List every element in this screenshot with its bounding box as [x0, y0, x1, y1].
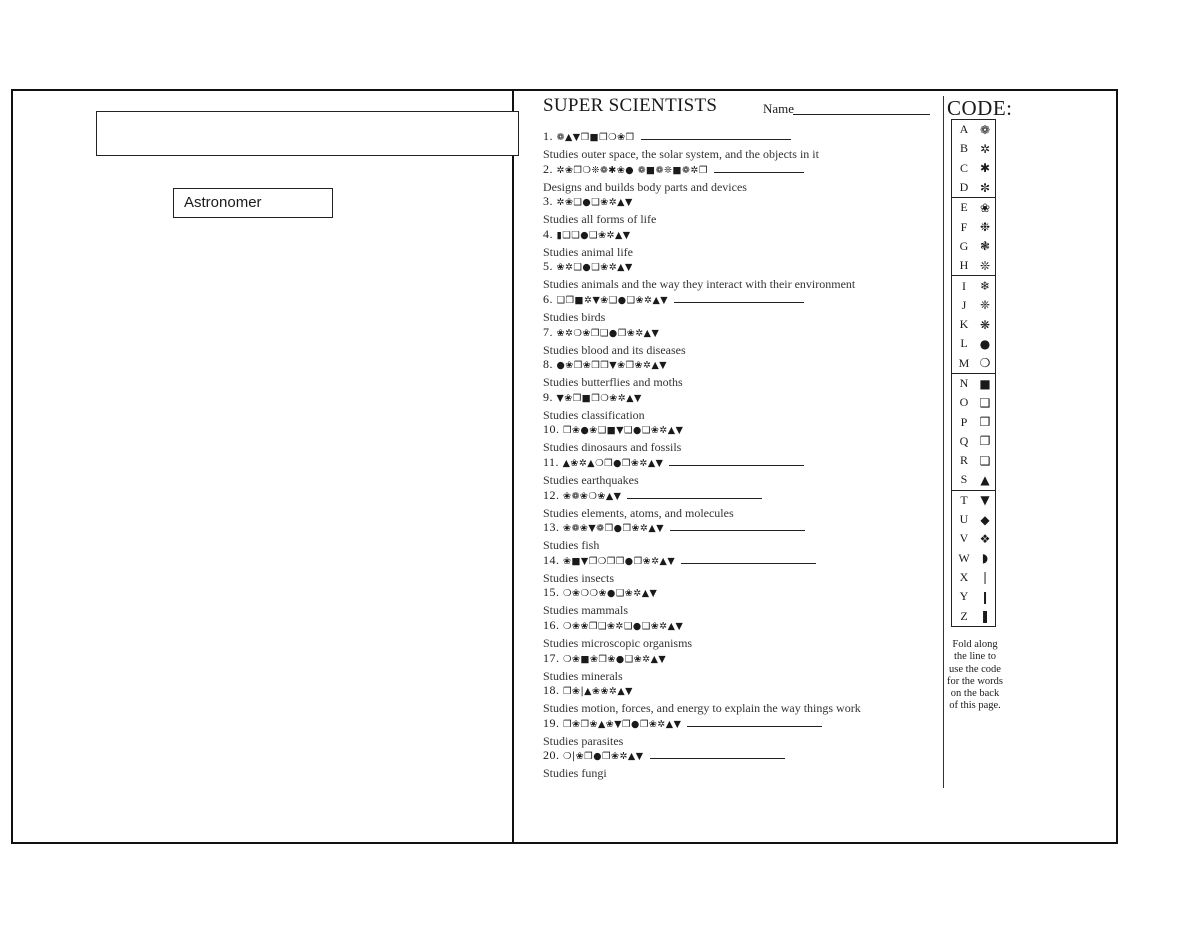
code-symbols: ✲❀❒❍❊❁✱❀● ❁■❁❊■❁✲❒: [556, 164, 708, 176]
code-symbol: ●: [979, 336, 991, 351]
question-number: 2.: [543, 161, 553, 176]
code-row: [952, 568, 995, 587]
coded-word: [543, 584, 938, 602]
question-item: [543, 324, 938, 357]
answer-blank[interactable]: [669, 454, 804, 466]
code-symbol: ❏: [979, 453, 991, 468]
code-symbol: ❊: [979, 258, 991, 273]
question-number: 14.: [543, 552, 560, 567]
question-description: Studies minerals: [543, 668, 623, 683]
code-symbols: ▼❀❒■❒❍❀✲▲▼: [556, 392, 642, 404]
code-row: [952, 432, 995, 451]
code-symbol: ▲: [980, 472, 990, 487]
code-row: [952, 237, 995, 256]
code-letter: U: [959, 512, 969, 527]
code-row: [952, 490, 995, 510]
code-symbols: ▮❑❑●❑❀✲▲▼: [556, 229, 631, 241]
code-row: [952, 296, 995, 315]
code-letter: G: [959, 238, 969, 253]
question-description: Studies insects: [543, 570, 614, 585]
answer-blank[interactable]: [714, 161, 804, 173]
question-number: 12.: [543, 487, 560, 502]
code-symbols: ❀✲❑●❑❀✲▲▼: [556, 262, 633, 274]
code-row: [952, 373, 995, 393]
code-symbols: ❍❀❀❒❑❀✲❑●❑❀✲▲▼: [563, 620, 684, 632]
question-number: 10.: [543, 422, 560, 437]
question-item: [543, 356, 938, 389]
code-row: [952, 510, 995, 529]
code-letter: K: [959, 317, 969, 332]
question-item: [543, 487, 938, 520]
code-row: [952, 470, 995, 489]
question-description: Studies parasites: [543, 733, 624, 748]
coded-word: [543, 226, 938, 244]
question-item: [543, 161, 938, 194]
question-description: Studies birds: [543, 309, 606, 324]
code-symbol: ❋: [979, 317, 991, 332]
worksheet-title: SUPER SCIENTISTS: [543, 95, 718, 116]
code-letter: D: [959, 180, 969, 195]
code-symbol: ✼: [979, 180, 991, 195]
code-row: [952, 529, 995, 548]
code-symbols: ❁▲▼❒■❒❍❀❒: [556, 132, 635, 143]
question-description: Studies classification: [543, 407, 645, 422]
code-row: [952, 354, 995, 373]
question-item: [543, 682, 938, 715]
question-description: Studies dinosaurs and fossils: [543, 440, 682, 455]
question-number: 16.: [543, 617, 560, 632]
code-title: CODE:: [947, 96, 1013, 120]
code-letter: S: [960, 472, 968, 487]
question-number: 13.: [543, 520, 560, 535]
answer-blank[interactable]: [674, 291, 804, 303]
question-item: [543, 389, 938, 422]
question-item: [543, 552, 938, 585]
code-letter: T: [960, 492, 968, 507]
code-letter: L: [960, 336, 968, 351]
question-item: [543, 617, 938, 650]
code-letter: F: [960, 219, 968, 234]
question-description: Studies butterflies and moths: [543, 375, 683, 390]
code-symbol: ◗: [981, 551, 989, 566]
coded-word: [543, 552, 938, 570]
coded-word: [543, 356, 938, 374]
question-item: [543, 584, 938, 617]
code-row: [952, 159, 995, 178]
answer-blank[interactable]: [641, 128, 791, 140]
coded-word: [543, 519, 938, 537]
code-letter: C: [959, 160, 968, 175]
code-symbol: ❀: [979, 200, 991, 215]
code-letter: H: [959, 258, 969, 273]
code-letter: Y: [959, 589, 969, 604]
question-number: 9.: [543, 389, 553, 404]
question-number: 19.: [543, 715, 560, 730]
code-symbol: ❈: [979, 298, 991, 313]
question-description: Studies elements, atoms, and molecules: [543, 505, 734, 520]
code-letter: P: [960, 414, 968, 429]
question-item: [543, 715, 938, 748]
question-item: [543, 226, 938, 259]
question-item: [543, 128, 938, 161]
code-letter: B: [959, 141, 968, 156]
question-description: Studies microscopic organisms: [543, 635, 693, 650]
code-row: [952, 334, 995, 353]
code-row: [952, 315, 995, 334]
code-row: [952, 587, 995, 606]
code-letter: M: [958, 355, 970, 370]
coded-word: [543, 193, 938, 211]
code-row: [952, 256, 995, 275]
code-letter: J: [961, 297, 967, 312]
code-symbols: ❀■▼❒❍❒❒●❒❀✲▲▼: [563, 555, 676, 567]
code-symbol: ❙: [979, 589, 991, 604]
question-item: [543, 519, 938, 552]
code-row: [952, 217, 995, 236]
code-symbol: ❃: [979, 239, 991, 254]
question-item: [543, 258, 938, 291]
code-symbol: ❍: [979, 356, 991, 371]
code-symbols: ❀❁❀▼❁❒●❒❀✲▲▼: [563, 523, 664, 535]
answer-blank[interactable]: [687, 715, 822, 727]
answer-blank[interactable]: [681, 552, 816, 564]
coded-word: [543, 291, 938, 309]
question-description: Studies outer space, the solar system, and the objects in it: [543, 147, 819, 161]
code-symbol: ✱: [979, 161, 991, 176]
question-item: [543, 747, 938, 780]
coded-word: [543, 650, 938, 668]
code-letter: R: [959, 453, 968, 468]
question-description: Designs and builds body parts and devices: [543, 179, 747, 194]
fold-note: Fold along the line to use the code for the words on the back of this page.: [947, 639, 1003, 712]
name-line: [793, 114, 930, 115]
code-letter: W: [958, 550, 970, 565]
code-symbol: ❒: [979, 415, 991, 430]
question-description: Studies all forms of life: [543, 212, 657, 227]
code-letter: A: [959, 122, 969, 137]
coded-word: [543, 128, 938, 146]
question-description: Studies animal life: [543, 244, 633, 259]
code-symbols: ❑❒■✲▼❀❑●❑❀✲▲▼: [556, 294, 669, 306]
code-symbol: ❘: [979, 570, 991, 585]
question-number: 1.: [543, 129, 553, 143]
code-row: [952, 412, 995, 431]
question-number: 7.: [543, 324, 553, 339]
question-description: Studies fish: [543, 538, 600, 553]
code-symbol: ❉: [979, 220, 991, 235]
code-row: [952, 549, 995, 568]
code-symbols: ❍❀■❀❒❀●❑❀✲▲▼: [563, 653, 667, 665]
code-symbols: ❒❀●❀❑■▼❑●❑❀✲▲▼: [563, 425, 684, 437]
question-number: 6.: [543, 291, 553, 306]
question-number: 18.: [543, 683, 560, 698]
question-item: [543, 291, 938, 324]
question-number: 15.: [543, 585, 560, 600]
question-item: [543, 650, 938, 683]
coded-word: [543, 324, 938, 342]
code-table: [951, 119, 996, 627]
question-description: Studies blood and its diseases: [543, 342, 686, 357]
code-symbol: ❚: [979, 609, 991, 624]
code-symbol: ■: [979, 376, 991, 391]
code-letter: V: [959, 531, 969, 546]
code-symbols: ❀❁❀❍❀▲▼: [563, 490, 622, 502]
code-symbol: ✲: [979, 141, 991, 156]
question-number: 3.: [543, 194, 553, 209]
question-number: 11.: [543, 454, 560, 469]
code-symbol: ❁: [979, 122, 991, 137]
code-symbol: ◆: [980, 512, 990, 527]
coded-word: [543, 389, 938, 407]
center-divider: [512, 89, 514, 844]
code-symbols: ❍|❀❒●❒❀✲▲▼: [563, 751, 644, 763]
coded-word: [543, 682, 938, 700]
coded-word: [543, 487, 938, 505]
code-row: [952, 606, 995, 625]
top-edge-line: [944, 89, 1030, 91]
code-symbols: ●❀❒❀❒❒▼❀❒❀✲▲▼: [556, 360, 668, 372]
code-symbols: ❍❀❍❍❀●❑❀✲▲▼: [563, 588, 658, 600]
code-symbol: ❖: [979, 531, 991, 546]
answer-text-box[interactable]: Astronomer: [173, 188, 333, 218]
question-number: 17.: [543, 650, 560, 665]
code-row: [952, 393, 995, 412]
question-description: Studies animals and the way they interact with their environment: [543, 277, 856, 292]
answer-blank[interactable]: [627, 487, 762, 499]
fold-line: [943, 96, 944, 788]
code-row: [952, 178, 995, 197]
code-symbols: ▲❀✲▲❍❒●❒❀✲▲▼: [562, 457, 664, 469]
code-symbol: ❄: [979, 279, 991, 294]
code-symbols: ❀✲❍❀❒❑●❒❀✲▲▼: [556, 327, 660, 339]
question-number: 20.: [543, 748, 560, 763]
question-list: [543, 128, 938, 780]
code-letter: I: [962, 278, 966, 293]
code-row: [952, 197, 995, 217]
code-symbols: ❒❀|▲❀❀✲▲▼: [563, 686, 633, 698]
code-row: [952, 451, 995, 470]
question-number: 4.: [543, 226, 553, 241]
coded-word: [543, 747, 938, 765]
coded-word: [543, 161, 938, 179]
code-symbols: ❒❀❒❀▲❀▼❒●❒❀✲▲▼: [563, 718, 682, 730]
coded-word: [543, 715, 938, 733]
empty-text-box[interactable]: [96, 111, 519, 156]
name-label: Name: [763, 101, 795, 116]
code-symbol: ❑: [979, 395, 991, 410]
code-letter: N: [959, 376, 969, 390]
coded-word: [543, 617, 938, 635]
question-item: [543, 193, 938, 226]
coded-word: [543, 258, 938, 276]
code-row: [952, 120, 995, 139]
question-item: [543, 421, 938, 454]
question-description: Studies earthquakes: [543, 472, 639, 487]
code-symbol: ▼: [980, 493, 990, 508]
question-description: Studies mammals: [543, 603, 628, 618]
question-number: 5.: [543, 259, 553, 274]
code-symbols: ✲❀❑●❑❀✲▲▼: [556, 197, 633, 209]
question-description: Studies fungi: [543, 766, 607, 781]
answer-blank[interactable]: [650, 747, 785, 759]
code-letter: Z: [960, 608, 968, 623]
code-letter: O: [959, 395, 969, 410]
code-letter: E: [960, 200, 968, 215]
coded-word: [543, 421, 938, 439]
code-letter: Q: [959, 433, 969, 448]
question-number: 8.: [543, 357, 553, 372]
coded-word: [543, 454, 938, 472]
code-row: [952, 139, 995, 158]
question-item: [543, 454, 938, 487]
code-symbol: ❐: [979, 434, 991, 449]
answer-blank[interactable]: [670, 519, 805, 531]
code-row: [952, 275, 995, 295]
question-description: Studies motion, forces, and energy to explain the way things work: [543, 701, 861, 716]
code-letter: X: [959, 569, 969, 584]
